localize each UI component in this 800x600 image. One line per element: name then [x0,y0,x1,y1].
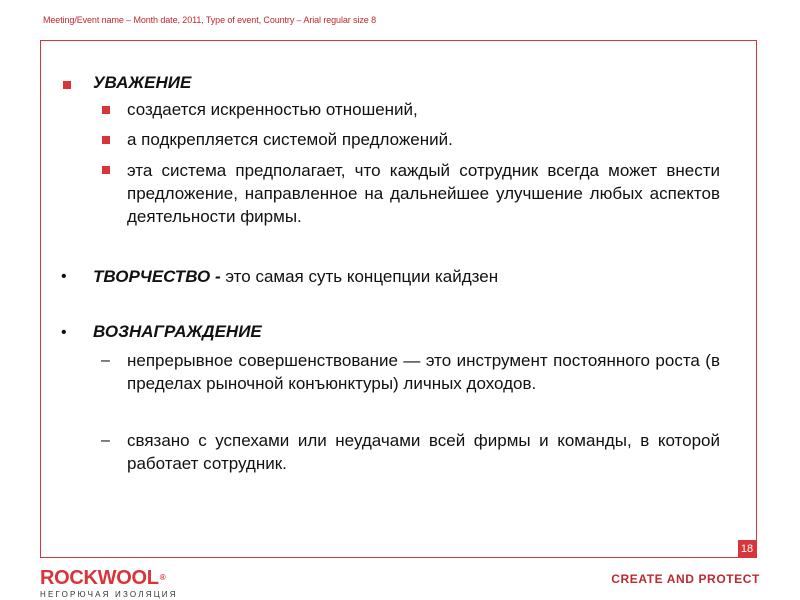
reward-heading: ВОЗНАГРАЖДЕНИЕ [93,322,262,341]
dash-bullet-icon: – [101,352,110,369]
reward-item-1: непрерывное совершенствование — это инструмент постоянного роста (в пределах рыночной конъюнктуры) личных доходов. [127,351,720,393]
respect-item-3: эта система предполагает, что каждый сотрудник всегда может внести предложение, направленное на дальнейшее улучшение любых аспектов деятельности фирмы. [127,161,720,226]
reward-item-2: связано с успехами или неудачами всей фирмы и команды, в которой работает сотрудник. [127,431,720,473]
dot-bullet-icon: • [61,268,67,285]
header-note: Meeting/Event name – Month date, 2011, Type of event, Country – Arial regular size 8 [43,15,376,25]
creativity-heading: ТВОРЧЕСТВО - [93,267,221,286]
logo-wordmark [40,568,178,588]
square-bullet-icon [102,166,110,174]
respect-item-1: создается искренностью отношений, [127,100,418,119]
logo-text: ROCKWOOL [40,567,159,589]
respect-item-2: а подкрепляется системой предложений. [127,130,453,149]
respect-heading: УВАЖЕНИЕ [93,73,192,92]
page-number: 18 [738,540,756,558]
rockwool-logo [40,568,178,599]
square-bullet-icon [102,136,110,144]
square-bullet-icon [102,106,110,114]
content-frame [40,40,757,558]
square-bullet-icon [63,81,71,89]
creativity-text: это самая суть концепции кайдзен [220,267,499,286]
dash-bullet-icon: – [101,432,110,449]
creativity-line [93,265,498,288]
slogan: CREATE AND PROTECT [611,572,760,586]
dot-bullet-icon: • [61,324,67,341]
logo-tagline: НЕГОРЮЧАЯ ИЗОЛЯЦИЯ [40,590,178,599]
registered-mark: ® [159,573,166,582]
